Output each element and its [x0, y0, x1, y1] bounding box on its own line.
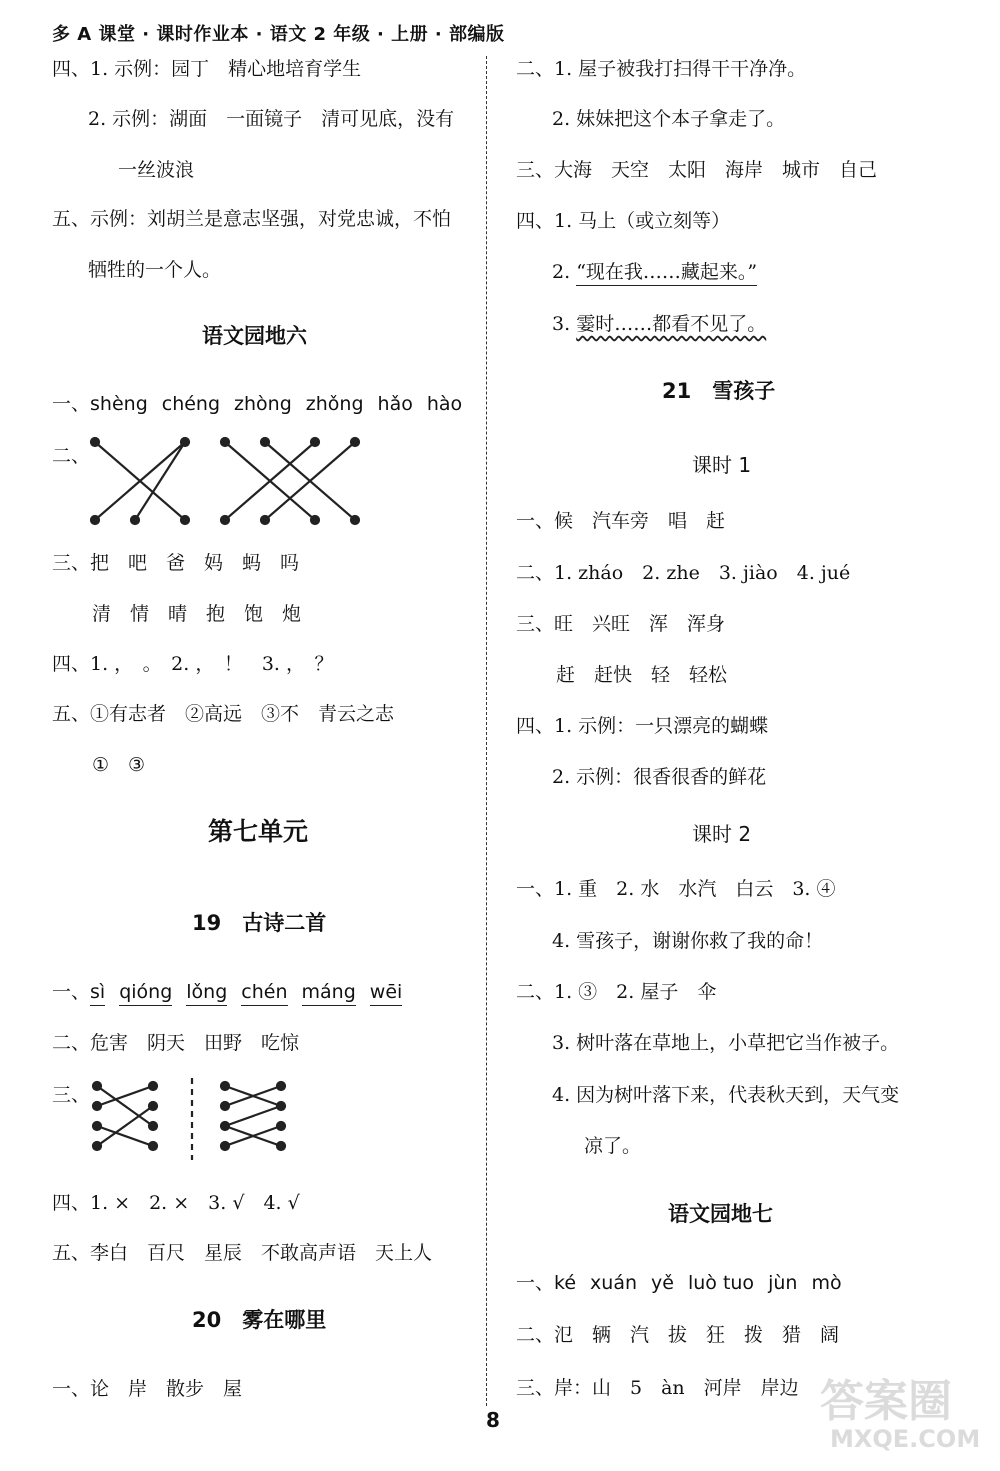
- section-title: 语文园地七: [668, 1202, 773, 1226]
- answer-line: 一丝波浪: [118, 159, 195, 181]
- pinyin-line: [52, 979, 416, 1005]
- answer-line: 4. 雪孩子，谢谢你救了我的命！: [552, 930, 824, 952]
- column-divider: [486, 56, 487, 1406]
- item-prefix: 一、: [516, 1272, 555, 1294]
- section-title: 19 古诗二首: [192, 911, 327, 935]
- item-prefix: 2.: [552, 261, 571, 283]
- answer-line: 二、1. ③ 2. 屋子 伞: [516, 981, 717, 1003]
- pinyin: chéng: [161, 393, 221, 415]
- pinyin: lǒng: [186, 981, 227, 1006]
- answer-line: 二、氾 辆 汽 拔 狂 拨 猎 阔: [516, 1324, 840, 1346]
- answer-line: 二、危害 阴天 田野 吃惊: [52, 1032, 300, 1054]
- answer-line: 五、示例：刘胡兰是意志坚强，对党忠诚，不怕: [52, 208, 452, 230]
- answer-line: 二、1. zháo 2. zhe 3. jiào 4. jué: [516, 562, 851, 584]
- answer-line: 四、1. ， 。 2. ， ！ 3. ， ？: [52, 653, 334, 675]
- pinyin-line: [52, 391, 476, 417]
- pinyin: zhòng: [234, 393, 292, 415]
- pinyin: máng: [302, 981, 356, 1006]
- wavy-underlined-text: 霎时……都看不见了。: [576, 313, 767, 335]
- answer-line: 清 情 晴 抱 饱 炮: [92, 603, 302, 625]
- pinyin: xuán: [590, 1272, 638, 1294]
- answer-line: 一、1. 重 2. 水 水汽 白云 3. ④: [516, 878, 836, 900]
- section-title: 20 雾在哪里: [192, 1308, 327, 1332]
- matching-lines-diagram: [85, 432, 375, 532]
- pinyin: ké: [554, 1272, 577, 1294]
- watermark-logo: [810, 1365, 990, 1465]
- answer-line: ① ③: [92, 754, 146, 776]
- pinyin: sì: [90, 981, 105, 1006]
- answer-line: 一、论 岸 散步 屋: [52, 1378, 243, 1400]
- page-header: 多 A 课堂 · 课时作业本 · 语文 2 年级 · 上册 · 部编版: [52, 24, 505, 45]
- pinyin: hǎo: [377, 393, 413, 415]
- answer-line: 四、1. × 2. × 3. √ 4. √: [52, 1192, 300, 1214]
- pinyin-line: [516, 1270, 856, 1296]
- underlined-quote: “现在我……藏起来。”: [576, 261, 757, 286]
- pinyin: chén: [241, 981, 287, 1006]
- unit-title: 第七单元: [208, 817, 309, 846]
- item-prefix: 三、: [52, 1084, 91, 1106]
- answer-line: 2. 妹妹把这个本子拿走了。: [552, 108, 786, 130]
- item-prefix: 一、: [52, 393, 91, 415]
- pinyin: luò tuo: [687, 1272, 755, 1294]
- pinyin: mò: [811, 1272, 842, 1294]
- answer-line: 五、①有志者 ②高远 ③不 青云之志: [52, 703, 395, 725]
- answer-line: 三、旺 兴旺 浑 浑身: [516, 613, 726, 635]
- answer-line: 二、1. 屋子被我打扫得干干净净。: [516, 58, 807, 80]
- watermark-text: 答案圈: [820, 1376, 952, 1427]
- answer-line: 三、把 吧 爸 妈 蚂 吗: [52, 552, 300, 574]
- matching-lines-diagram: [85, 1078, 295, 1168]
- answer-line: 一、候 汽车旁 唱 赶: [516, 510, 726, 532]
- pinyin: hào: [426, 393, 463, 415]
- answer-line: 三、大海 天空 太阳 海岸 城市 自己: [516, 159, 878, 181]
- lesson-title: 课时 2: [692, 822, 752, 846]
- pinyin: zhǒng: [305, 393, 364, 415]
- answer-line: 赶 赶快 轻 轻松: [556, 664, 728, 686]
- section-title: 21 雪孩子: [662, 379, 776, 403]
- answer-line: 3. 树叶落在草地上，小草把它当作被子。: [552, 1032, 900, 1054]
- item-prefix: 3.: [552, 313, 571, 335]
- lesson-title: 课时 1: [692, 453, 752, 477]
- watermark-url: MXQE.COM: [830, 1425, 981, 1453]
- pinyin: jùn: [768, 1272, 798, 1294]
- pinyin: qióng: [119, 981, 172, 1006]
- pinyin: shèng: [90, 393, 148, 415]
- answer-line: 2. 示例：很香很香的鲜花: [552, 766, 767, 788]
- answer-line: [552, 311, 766, 337]
- section-title: 语文园地六: [202, 324, 307, 348]
- pinyin: wēi: [370, 981, 403, 1006]
- answer-line: 凉了。: [584, 1135, 642, 1157]
- answer-line: 2. 示例：湖面 一面镜子 清可见底，没有: [88, 108, 455, 130]
- answer-line: 五、李白 百尺 星辰 不敢高声语 天上人: [52, 1242, 433, 1264]
- item-prefix: 二、: [52, 445, 91, 467]
- item-prefix: 一、: [52, 981, 91, 1003]
- answer-line: 四、1. 马上（或立刻等）: [516, 210, 731, 232]
- answer-line: [552, 259, 757, 285]
- answer-line: 四、1. 示例：一只漂亮的蝴蝶: [516, 715, 769, 737]
- pinyin: yě: [651, 1272, 674, 1294]
- page-number: 8: [486, 1408, 500, 1432]
- answer-line: 牺牲的一个人。: [88, 259, 222, 281]
- answer-line: 4. 因为树叶落下来，代表秋天到，天气变: [552, 1084, 900, 1106]
- answer-line: 四、1. 示例：园丁 精心地培育学生: [52, 58, 362, 80]
- answer-line: 三、岸：山 5 àn 河岸 岸边: [516, 1377, 799, 1399]
